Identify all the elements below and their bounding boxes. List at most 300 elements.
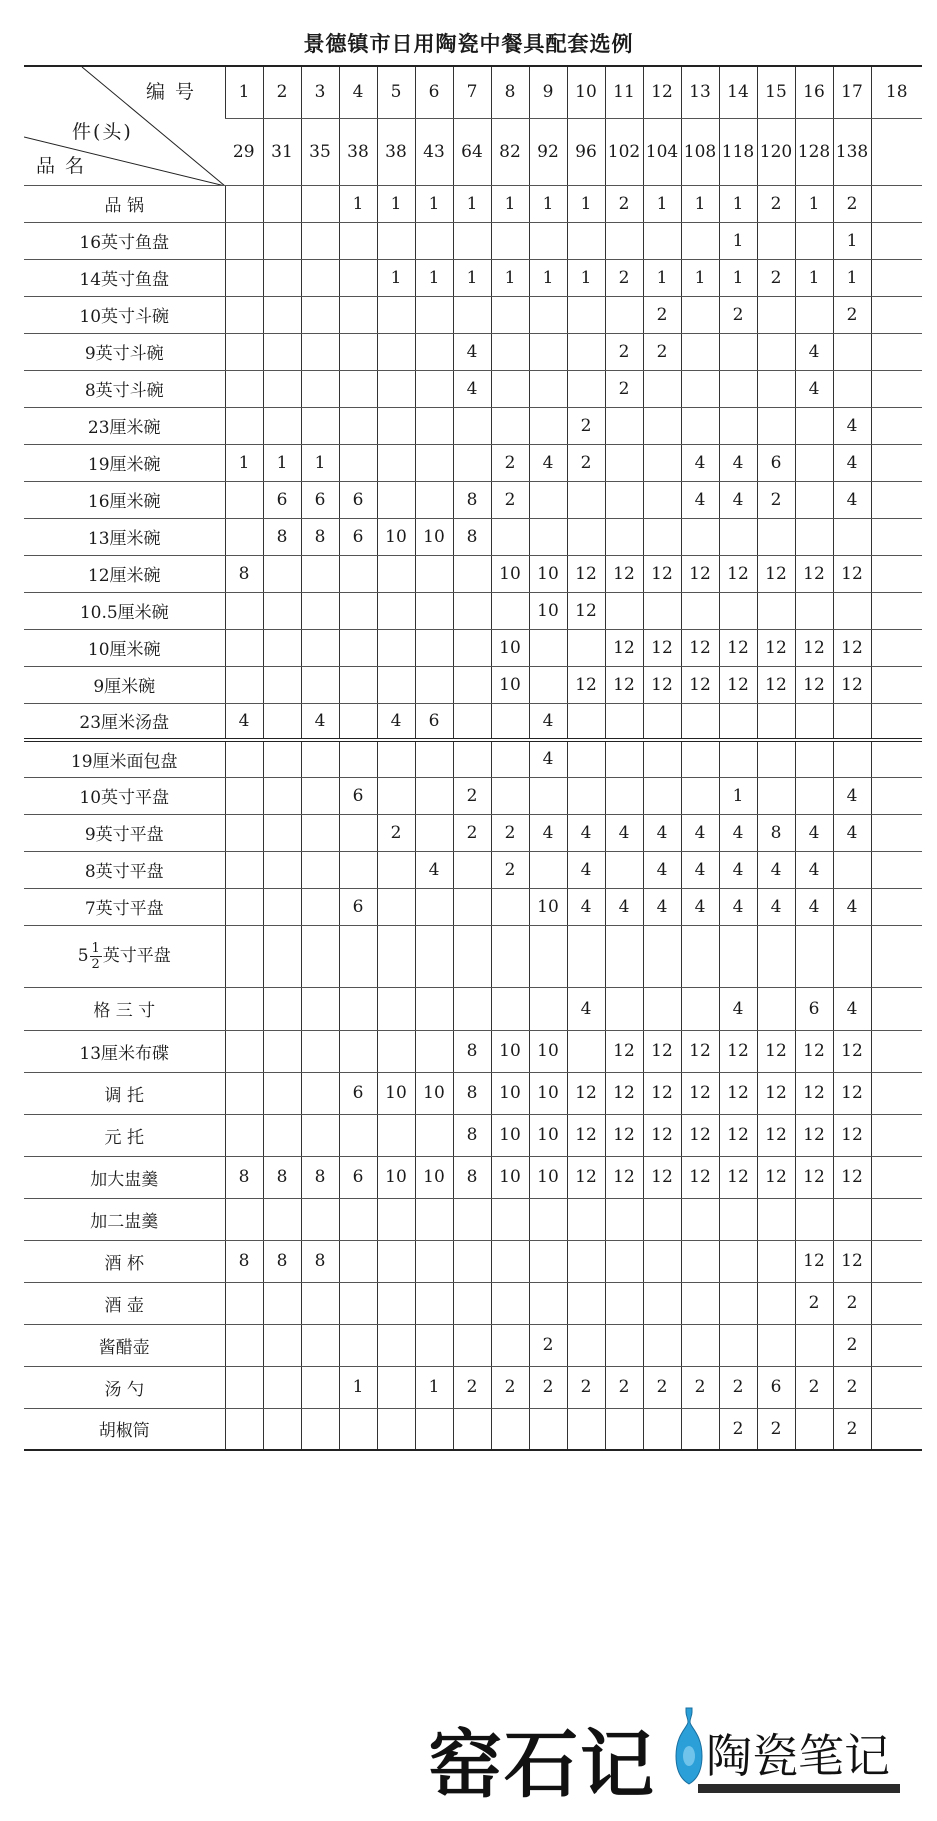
quantity-cell [339,1408,377,1450]
item-name-cell: 调 托 [24,1072,225,1114]
quantity-cell [757,407,795,444]
quantity-cell: 4 [643,888,681,925]
quantity-cell [377,1282,415,1324]
quantity-cell [871,740,922,777]
table-row [24,851,922,888]
quantity-cell [225,1072,263,1114]
quantity-cell: 4 [833,987,871,1030]
quantity-cell [529,1240,567,1282]
quantity-cell [643,518,681,555]
quantity-cell [225,925,263,987]
header-number-cell: 14 [719,66,757,118]
quantity-cell [339,296,377,333]
quantity-cell: 2 [833,1408,871,1450]
quantity-cell [529,1282,567,1324]
item-name-cell: 加二盅羹 [24,1198,225,1240]
quantity-cell [301,1114,339,1156]
table-row [24,1408,922,1450]
quantity-cell [871,333,922,370]
quantity-cell [263,1282,301,1324]
header-number-cell: 9 [529,66,567,118]
quantity-cell [377,666,415,703]
quantity-cell [643,740,681,777]
quantity-cell [301,629,339,666]
quantity-cell [529,370,567,407]
quantity-cell: 8 [225,1240,263,1282]
quantity-cell [225,259,263,296]
quantity-cell [643,481,681,518]
quantity-cell [339,629,377,666]
quantity-cell [491,296,529,333]
header-number-cell: 3 [301,66,339,118]
quantity-cell: 1 [377,185,415,222]
quantity-cell: 2 [567,444,605,481]
quantity-cell: 1 [415,259,453,296]
quantity-cell [795,444,833,481]
quantity-cell: 8 [453,1072,491,1114]
quantity-cell: 2 [605,370,643,407]
quantity-cell [377,592,415,629]
quantity-cell [415,407,453,444]
quantity-cell [871,370,922,407]
quantity-cell [643,1282,681,1324]
quantity-cell: 12 [719,1072,757,1114]
quantity-cell [301,814,339,851]
quantity-cell [225,814,263,851]
quantity-cell: 1 [491,185,529,222]
quantity-cell: 2 [643,296,681,333]
quantity-cell [833,703,871,740]
quantity-cell [681,222,719,259]
quantity-cell [339,814,377,851]
quantity-cell: 1 [719,185,757,222]
quantity-cell [681,925,719,987]
quantity-cell: 10 [529,1072,567,1114]
pieces-label: 件(头) [72,121,133,143]
quantity-cell: 12 [605,1156,643,1198]
header-pieces-cell: 92 [529,118,567,185]
quantity-cell [871,703,922,740]
quantity-cell: 1 [339,1366,377,1408]
quantity-cell: 10 [529,555,567,592]
quantity-cell: 2 [643,333,681,370]
quantity-cell: 8 [453,481,491,518]
quantity-cell [605,407,643,444]
quantity-cell [415,777,453,814]
quantity-cell: 1 [225,444,263,481]
item-name-cell: 7英寸平盘 [24,888,225,925]
quantity-cell: 12 [833,1114,871,1156]
quantity-cell: 2 [681,1366,719,1408]
item-name-cell: 8英寸斗碗 [24,370,225,407]
quantity-cell [871,407,922,444]
quantity-cell [643,1240,681,1282]
quantity-cell: 12 [605,1072,643,1114]
quantity-cell [453,1240,491,1282]
quantity-cell: 2 [833,1282,871,1324]
quantity-cell: 2 [833,1366,871,1408]
quantity-cell [263,370,301,407]
item-name-cell: 汤 勺 [24,1366,225,1408]
quantity-cell [415,370,453,407]
quantity-cell [491,740,529,777]
quantity-cell: 1 [415,185,453,222]
quantity-cell [871,777,922,814]
quantity-cell [377,851,415,888]
quantity-cell: 12 [567,1114,605,1156]
quantity-cell [871,222,922,259]
quantity-cell [453,987,491,1030]
quantity-cell [491,703,529,740]
table-row [24,259,922,296]
item-name-cell: 格 三 寸 [24,987,225,1030]
header-row-numbers [24,66,922,118]
quantity-cell [377,629,415,666]
quantity-cell [871,1282,922,1324]
quantity-cell: 1 [833,222,871,259]
quantity-cell [339,1282,377,1324]
quantity-cell [377,1366,415,1408]
quantity-cell [301,1324,339,1366]
quantity-cell: 12 [833,1240,871,1282]
quantity-cell [681,592,719,629]
quantity-cell [757,592,795,629]
quantity-cell [263,629,301,666]
quantity-cell: 12 [681,629,719,666]
quantity-cell: 4 [681,814,719,851]
quantity-cell: 2 [491,1366,529,1408]
quantity-cell [339,666,377,703]
quantity-cell [529,851,567,888]
quantity-cell [567,1408,605,1450]
quantity-cell [263,851,301,888]
quantity-cell [225,777,263,814]
quantity-cell [339,1198,377,1240]
quantity-cell [415,481,453,518]
quantity-cell [605,296,643,333]
quantity-cell: 10 [415,1156,453,1198]
quantity-cell [681,740,719,777]
quantity-cell: 10 [529,1114,567,1156]
quantity-cell: 4 [833,888,871,925]
quantity-cell [719,518,757,555]
quantity-cell: 10 [377,1156,415,1198]
quantity-cell: 12 [567,555,605,592]
quantity-cell [605,222,643,259]
quantity-cell [643,1408,681,1450]
quantity-cell: 12 [605,1030,643,1072]
quantity-cell [301,592,339,629]
quantity-cell: 12 [833,555,871,592]
quantity-cell [529,1198,567,1240]
table-row [24,1324,922,1366]
quantity-cell: 1 [377,259,415,296]
table-row [24,592,922,629]
quantity-cell [871,1198,922,1240]
header-number-cell: 13 [681,66,719,118]
table-row [24,185,922,222]
item-name-cell: 23厘米碗 [24,407,225,444]
quantity-cell: 12 [567,1072,605,1114]
quantity-cell [225,1198,263,1240]
quantity-cell [339,1030,377,1072]
quantity-cell: 1 [567,259,605,296]
quantity-cell [605,987,643,1030]
header-pieces-cell: 104 [643,118,681,185]
quantity-cell [263,185,301,222]
quantity-cell [301,851,339,888]
item-name-cell: 9英寸平盘 [24,814,225,851]
quantity-cell: 4 [567,888,605,925]
quantity-cell [263,407,301,444]
quantity-cell [681,1282,719,1324]
quantity-cell [453,629,491,666]
quantity-cell [263,555,301,592]
quantity-cell [453,888,491,925]
quantity-cell: 6 [301,481,339,518]
quantity-cell [339,555,377,592]
quantity-cell: 12 [795,1240,833,1282]
quantity-cell [263,1366,301,1408]
quantity-cell [453,296,491,333]
quantity-cell [719,370,757,407]
quantity-cell: 1 [415,1366,453,1408]
quantity-cell: 12 [605,555,643,592]
quantity-cell: 1 [681,185,719,222]
quantity-cell: 12 [795,629,833,666]
quantity-cell [377,1198,415,1240]
quantity-cell: 10 [529,1156,567,1198]
header-number-cell: 8 [491,66,529,118]
quantity-cell: 8 [263,1240,301,1282]
quantity-cell [377,777,415,814]
quantity-cell [833,518,871,555]
quantity-cell [301,1366,339,1408]
quantity-cell: 4 [795,333,833,370]
quantity-cell: 1 [719,259,757,296]
quantity-cell [567,777,605,814]
quantity-cell [567,518,605,555]
quantity-cell: 12 [795,1072,833,1114]
quantity-cell: 10 [529,888,567,925]
quantity-cell [567,1198,605,1240]
quantity-cell [491,407,529,444]
quantity-cell [263,814,301,851]
quantity-cell [339,703,377,740]
quantity-cell [719,1324,757,1366]
item-name-cell: 19厘米面包盘 [24,740,225,777]
quantity-cell: 2 [757,259,795,296]
number-label: 编 号 [146,81,197,103]
quantity-cell [871,925,922,987]
header-number-cell: 1 [225,66,263,118]
table-row [24,1030,922,1072]
quantity-cell [225,1114,263,1156]
quantity-cell: 12 [795,555,833,592]
quantity-cell [225,851,263,888]
quantity-cell [719,925,757,987]
quantity-cell [377,333,415,370]
quantity-cell [681,370,719,407]
quantity-cell: 12 [719,1030,757,1072]
quantity-cell: 4 [833,814,871,851]
fraction-whole: 5 [77,945,89,966]
quantity-cell [681,518,719,555]
quantity-cell [225,888,263,925]
quantity-cell [339,444,377,481]
quantity-cell: 1 [795,185,833,222]
quantity-cell [225,407,263,444]
quantity-cell: 4 [529,740,567,777]
quantity-cell: 4 [643,851,681,888]
table-row [24,222,922,259]
quantity-cell: 1 [719,777,757,814]
item-name-cell: 品 锅 [24,185,225,222]
quantity-cell: 10 [491,666,529,703]
quantity-cell [871,296,922,333]
quantity-cell [795,777,833,814]
quantity-cell [491,592,529,629]
quantity-cell [871,518,922,555]
name-label: 品 名 [36,155,87,177]
quantity-cell [795,481,833,518]
quantity-cell [491,777,529,814]
quantity-cell: 6 [339,777,377,814]
item-name-cell: 10英寸平盘 [24,777,225,814]
quantity-cell [757,740,795,777]
quantity-cell: 12 [833,629,871,666]
quantity-cell [871,444,922,481]
quantity-cell [491,1324,529,1366]
quantity-cell [605,925,643,987]
quantity-cell [643,703,681,740]
quantity-cell [719,1198,757,1240]
quantity-cell [263,592,301,629]
quantity-cell: 12 [643,555,681,592]
quantity-cell [871,851,922,888]
fraction-rest: 英寸平盘 [102,945,171,966]
quantity-cell [415,1114,453,1156]
quantity-cell [681,1240,719,1282]
quantity-cell [529,666,567,703]
header-pieces-cell: 38 [377,118,415,185]
quantity-cell [871,1156,922,1198]
header-number-cell: 18 [871,66,922,118]
quantity-cell [225,185,263,222]
quantity-cell [719,592,757,629]
quantity-cell [757,703,795,740]
quantity-cell [225,333,263,370]
quantity-cell [415,740,453,777]
quantity-cell [377,925,415,987]
quantity-cell [567,1324,605,1366]
quantity-cell [643,1324,681,1366]
quantity-cell: 4 [719,481,757,518]
table-row [24,296,922,333]
quantity-cell: 4 [567,814,605,851]
quantity-cell [263,1324,301,1366]
quantity-cell [453,666,491,703]
quantity-cell [681,1408,719,1450]
quantity-cell: 12 [643,1156,681,1198]
quantity-cell: 12 [757,629,795,666]
header-pieces-cell: 64 [453,118,491,185]
table-row [24,666,922,703]
quantity-cell [415,666,453,703]
quantity-cell [339,987,377,1030]
quantity-cell [301,740,339,777]
header-pieces-cell: 118 [719,118,757,185]
quantity-cell: 2 [795,1366,833,1408]
table-row [24,407,922,444]
quantity-cell: 2 [757,481,795,518]
quantity-cell [301,1072,339,1114]
tableware-table [24,65,922,1451]
quantity-cell: 2 [567,1366,605,1408]
quantity-cell: 2 [605,1366,643,1408]
quantity-cell [415,296,453,333]
quantity-cell [529,222,567,259]
quantity-cell [301,987,339,1030]
quantity-cell [491,222,529,259]
quantity-cell [529,518,567,555]
quantity-cell: 4 [567,987,605,1030]
quantity-cell: 10 [491,629,529,666]
quantity-cell [301,1282,339,1324]
quantity-cell: 4 [833,407,871,444]
item-name-cell: 19厘米碗 [24,444,225,481]
header-number-cell: 12 [643,66,681,118]
quantity-cell [301,1408,339,1450]
header-number-cell: 4 [339,66,377,118]
quantity-cell [263,1072,301,1114]
quantity-cell [415,1240,453,1282]
quantity-cell: 4 [795,814,833,851]
table-row [24,1072,922,1114]
quantity-cell [871,555,922,592]
quantity-cell: 12 [757,555,795,592]
quantity-cell [415,1324,453,1366]
quantity-cell: 4 [719,987,757,1030]
quantity-cell [263,333,301,370]
header-pieces-cell: 128 [795,118,833,185]
quantity-cell: 4 [301,703,339,740]
quantity-cell [491,1198,529,1240]
quantity-cell [263,1030,301,1072]
fraction-numerator: 1 [91,940,100,956]
quantity-cell [491,1408,529,1450]
quantity-cell: 4 [833,444,871,481]
quantity-cell: 10 [529,592,567,629]
header-pieces-cell: 120 [757,118,795,185]
header-number-cell: 15 [757,66,795,118]
quantity-cell: 10 [491,1114,529,1156]
quantity-cell [453,222,491,259]
header-number-cell: 6 [415,66,453,118]
quantity-cell [225,629,263,666]
quantity-cell [795,1324,833,1366]
quantity-cell: 10 [529,1030,567,1072]
header-pieces-cell: 35 [301,118,339,185]
quantity-cell [301,1030,339,1072]
item-name-cell: 加大盅羹 [24,1156,225,1198]
quantity-cell: 2 [605,259,643,296]
quantity-cell: 12 [567,1156,605,1198]
quantity-cell: 2 [795,1282,833,1324]
item-name-cell: 10厘米碗 [24,629,225,666]
quantity-cell [795,1198,833,1240]
quantity-cell: 12 [643,1030,681,1072]
